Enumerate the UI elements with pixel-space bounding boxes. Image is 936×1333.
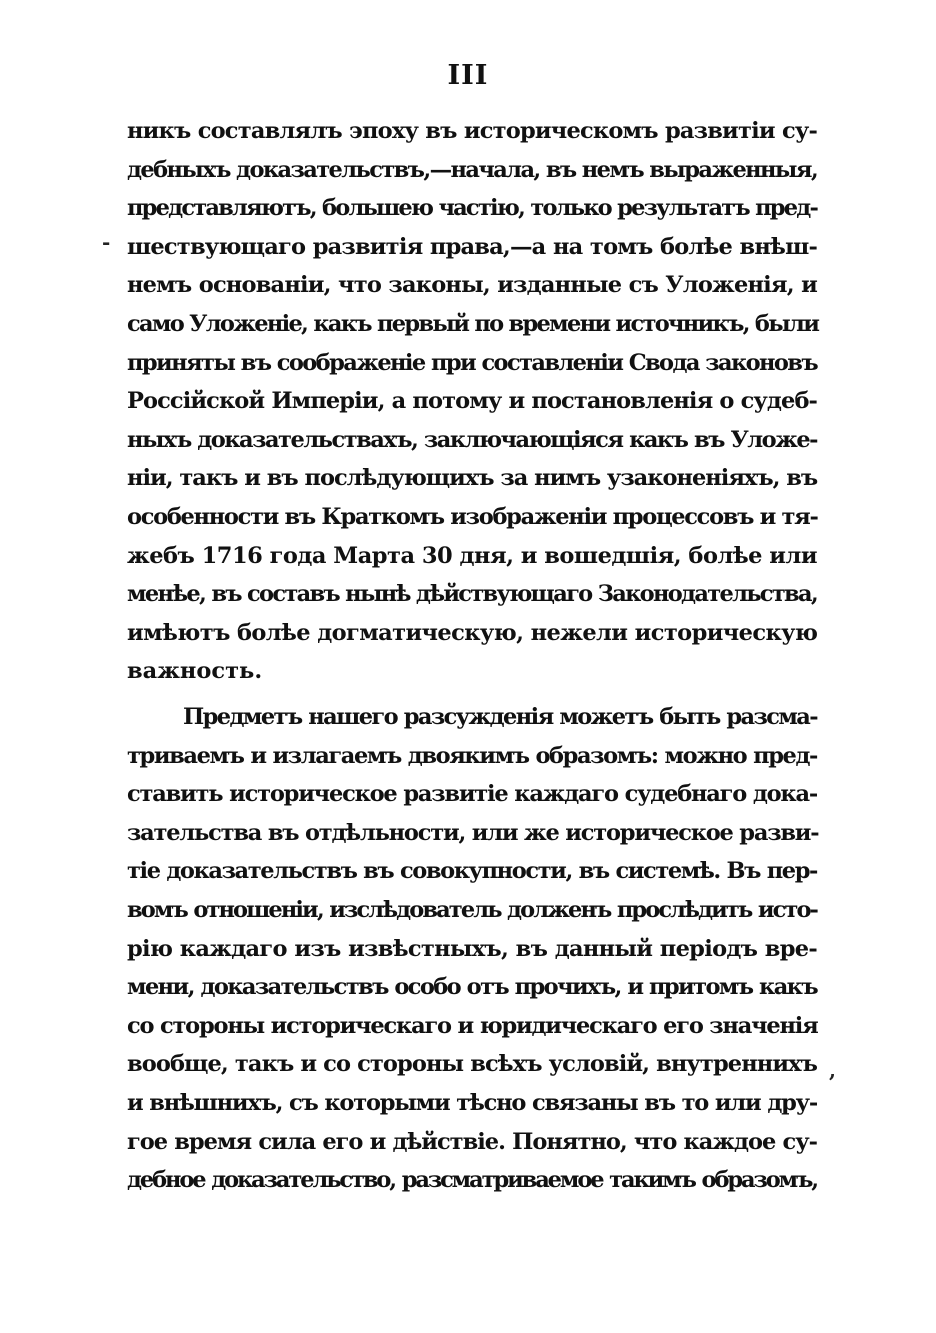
text-line: Предметъ нашего разсужденiя можетъ быть разсма- [183, 704, 817, 730]
text-line: само Уложенiе, какъ первый по времени источникъ, были [127, 310, 819, 337]
text-line: со стороны историческаго и юридическаго его значенiя [127, 1012, 818, 1039]
text-line: рiю каждаго изъ извѣстныхъ, въ данный перiодъ вре- [127, 935, 817, 962]
text-line: немъ основанiи, что законы, изданные съ Уложенiя, и [127, 272, 817, 299]
paragraph [127, 698, 817, 1200]
text-line: зательства въ отдѣльности, или же историческое разви- [127, 819, 819, 846]
text-line: нiи, такъ и въ послѣдующихъ за нимъ узаконенiяхъ, въ [127, 465, 818, 492]
margin-mark: - [102, 230, 111, 254]
text-line: мени, доказательствъ особо отъ прочихъ, и притомъ какъ [127, 974, 817, 1001]
text-line: приняты въ соображенiе при составленiи Свода законовъ [127, 349, 817, 376]
text-line: гое время сила его и дѣйствiе. Понятно, что каждое су- [127, 1128, 817, 1155]
paragraph-continuation [127, 112, 817, 691]
text-line: ставить историческое развитiе каждаго судебнаго дока- [127, 781, 817, 808]
text-line: триваемъ и излагаемъ двоякимъ образомъ: можно пред- [127, 742, 817, 769]
page-number: III [447, 60, 489, 91]
text-line: имѣютъ болѣе догматическую, нежели историческую [127, 619, 818, 646]
text-line: и внѣшнихъ, съ которыми тѣсно связаны въ то или дру- [127, 1089, 817, 1116]
text-line: дебныхъ доказательствъ,—начала, въ немъ выраженныя, [127, 156, 818, 183]
text-line: менѣе, въ составъ нынѣ дѣйствующаго Законодательства, [127, 581, 817, 608]
text-line: вообще, такъ и со стороны всѣхъ условiй, внутреннихъ [127, 1051, 817, 1078]
text-line: тiе доказательствъ въ совокупности, въ системѣ. Въ пер- [127, 858, 817, 885]
text-line: представляютъ, большею частiю, только результатъ пред- [127, 195, 817, 222]
text-line: Россiйской Имперiи, а потому и постановленiя о судеб- [127, 388, 817, 415]
text-line: вомъ отношенiи, изслѣдователь долженъ прослѣдить исто- [127, 896, 817, 923]
text-line: жебъ 1716 года Марта 30 дня, и вошедшiя, болѣе или [127, 542, 818, 569]
margin-mark: , [829, 1058, 836, 1082]
text-line: ныхъ доказательствахъ, заключающiяся какъ въ Уложе- [127, 426, 817, 453]
text-line: шествующаго развитiя права,—а на томъ болѣе внѣш- [127, 233, 817, 260]
text-line: особенности въ Краткомъ изображенiи процессовъ и тя- [127, 503, 818, 530]
text-line: важность. [127, 658, 263, 685]
text-line: дебное доказательство, разсматриваемое такимъ образомъ, [127, 1167, 817, 1194]
text-line: никъ составлялъ эпоху въ историческомъ развитiи су- [127, 118, 817, 144]
